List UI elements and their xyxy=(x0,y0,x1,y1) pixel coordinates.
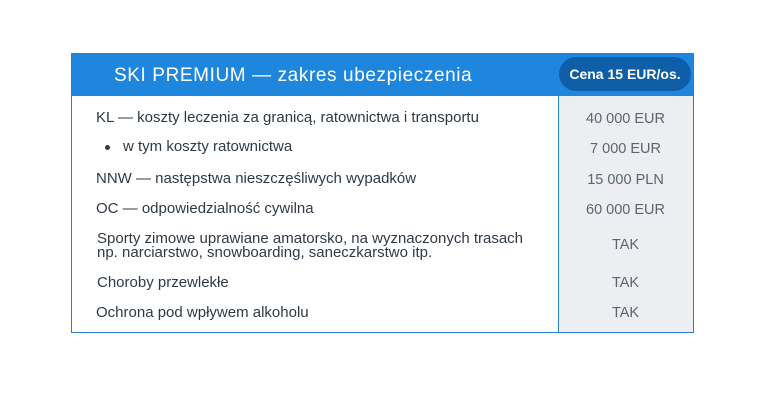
row-label-rescue: w tym koszty ratownictwa xyxy=(123,138,293,155)
row-label-alcohol: Ochrona pod wpływem alkoholu xyxy=(96,304,309,321)
row-value-winter-sports: TAK xyxy=(611,237,640,253)
price-badge: Cena 15 EUR/os. xyxy=(559,57,691,91)
row-value-alcohol: TAK xyxy=(611,305,640,321)
row-label-winter-sports-line2: np. narciarstwo, snowboarding, saneczkarstwo itp. xyxy=(97,244,433,261)
bullet-icon xyxy=(105,145,110,150)
row-label-oc: OC — odpowiedzialność cywilna xyxy=(96,200,314,217)
row-value-rescue: 7 000 EUR xyxy=(590,141,661,157)
row-label-kl: KL — koszty leczenia za granicą, ratownictwa i transportu xyxy=(96,109,479,126)
row-value-kl: 40 000 EUR xyxy=(586,111,665,127)
table-header xyxy=(72,54,693,96)
row-label-winter-sports-line1: Sporty zimowe uprawiane amatorsko, na wyznaczonych trasach xyxy=(97,230,524,247)
row-value-oc: 60 000 EUR xyxy=(586,202,665,218)
row-label-nnw: NNW — następstwa nieszczęśliwych wypadków xyxy=(96,170,417,187)
row-value-nnw: 15 000 PLN xyxy=(587,172,664,188)
row-label-chronic: Choroby przewlekłe xyxy=(97,274,229,291)
insurance-coverage-table xyxy=(71,53,694,333)
table-title: SKI PREMIUM — zakres ubezpieczenia xyxy=(114,65,473,86)
row-value-chronic: TAK xyxy=(611,275,640,291)
